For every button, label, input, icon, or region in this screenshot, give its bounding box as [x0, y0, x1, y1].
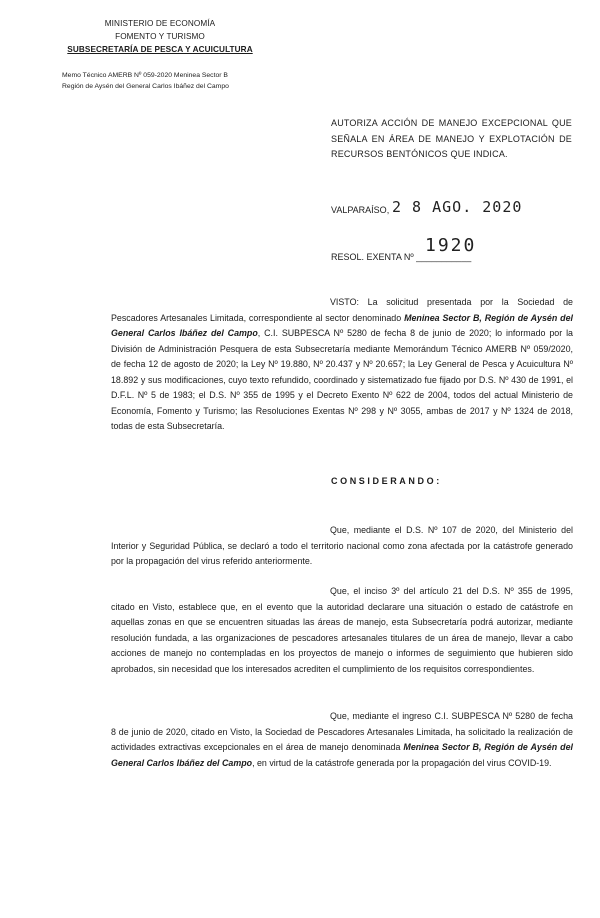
visto-paragraph: VISTO: La solicitud presentada por la Sociedad de Pescadores Artesanales Limitada, correspondiente al sector denominado Meninea Sector B, Región de Aysén del General Carlos Ibáñez del Campo, C.I. SUBPESCA Nº 5280 de fecha 8 de junio de 2020; lo informado por la División de Administración Pesquera de esta Subsecretaría mediante Memorándum Técnico AMERB Nº 059/2020, de fecha 12 de agosto de 2020; la Ley Nº 19.880, Nº 20.437 y Nº 20.657; la Ley General de Pesca y Acuicultura Nº 18.892 y sus modificaciones, cuyo texto refundido, coordinado y sistematizado fue fijado por D.S. Nº 430 de 1991, el D.F.L. Nº 5 de 1983; el D.S. Nº 355 de 1995 y el Decreto Exento Nº 622 de 2004, todos del actual Ministerio de Economía, Fomento y Turismo; las Resoluciones Exentas Nº 298 y Nº 3055, ambas de 2017 y Nº 1324 de 2018, todas de esta Subsecretaría. [111, 297, 573, 432]
memo-reference: Memo Técnico AMERB Nº 059-2020 Meninea Sector B [62, 72, 228, 79]
ministry-header [60, 17, 260, 56]
area-name: Meninea Sector B, Región de Aysén del General Carlos Ibáñez del Campo [111, 742, 573, 768]
considerando-paragraph-1: Que, mediante el D.S. Nº 107 de 2020, del Ministerio del Interior y Seguridad Pública, se declaró a todo el territorio nacional como zona afectada por la catástrofe generado por la propagación del virus referido anteriormente. [111, 525, 573, 567]
considerando-paragraph-2: Que, el inciso 3º del artículo 21 del D.S. Nº 355 de 1995, citado en Visto, establece que, en el evento que la autoridad declarare una situación o estado de catástrofe en aquellas zonas en que se encuentren situadas las áreas de manejo, esta Subsecretaría podrá autorizar, mediante resolución fundada, a las organizaciones de pescadores artesanales titulares de un área de manejo, llevar a cabo acciones de manejo no contempladas en los proyectos de manejo o informes de seguimiento que hubieren sido aprobados, sin necesidad que los interesados acrediten el cumplimiento de los requisitos correspondientes. [111, 586, 573, 674]
considerando-paragraph-3: Que, mediante el ingreso C.I. SUBPESCA Nº 5280 de fecha 8 de junio de 2020, citado en Visto, la Sociedad de Pescadores Artesanales Limitada, ha solicitado la realización de actividades extractivas excepcionales en el área de manejo denominada Meninea Sector B, Región de Aysén del General Carlos Ibáñez del Campo, en virtud de la catástrofe generada por la propagación del virus COVID-19. [111, 711, 573, 768]
ministry-name: MINISTERIO DE ECONOMÍA [104, 19, 216, 28]
subsecretaria-name: SUBSECRETARÍA DE PESCA Y ACUICULTURA [67, 45, 253, 54]
date-stamp: 2 8 AGO. 2020 [392, 198, 523, 216]
visto-lead: VISTO: [330, 297, 359, 307]
resolution-label: RESOL. EXENTA Nº ___________ [331, 252, 472, 262]
ministry-name-line2: FOMENTO Y TURISMO [115, 32, 205, 41]
reference-block [62, 70, 229, 92]
considerando-heading: CONSIDERANDO: [331, 476, 442, 486]
resolution-subject: AUTORIZA ACCIÓN DE MANEJO EXCEPCIONAL QUE SEÑALA EN ÁREA DE MANEJO Y EXPLOTACIÓN DE RECURSOS BENTÓNICOS QUE INDICA. [331, 118, 572, 159]
place-label: VALPARAÍSO, [331, 205, 390, 215]
region-reference: Región de Aysén del General Carlos Ibáñez del Campo [62, 83, 229, 90]
area-name: Meninea Sector B, Región de Aysén del General Carlos Ibáñez del Campo [111, 312, 573, 339]
resolution-number-stamp: 1920 [425, 235, 477, 256]
